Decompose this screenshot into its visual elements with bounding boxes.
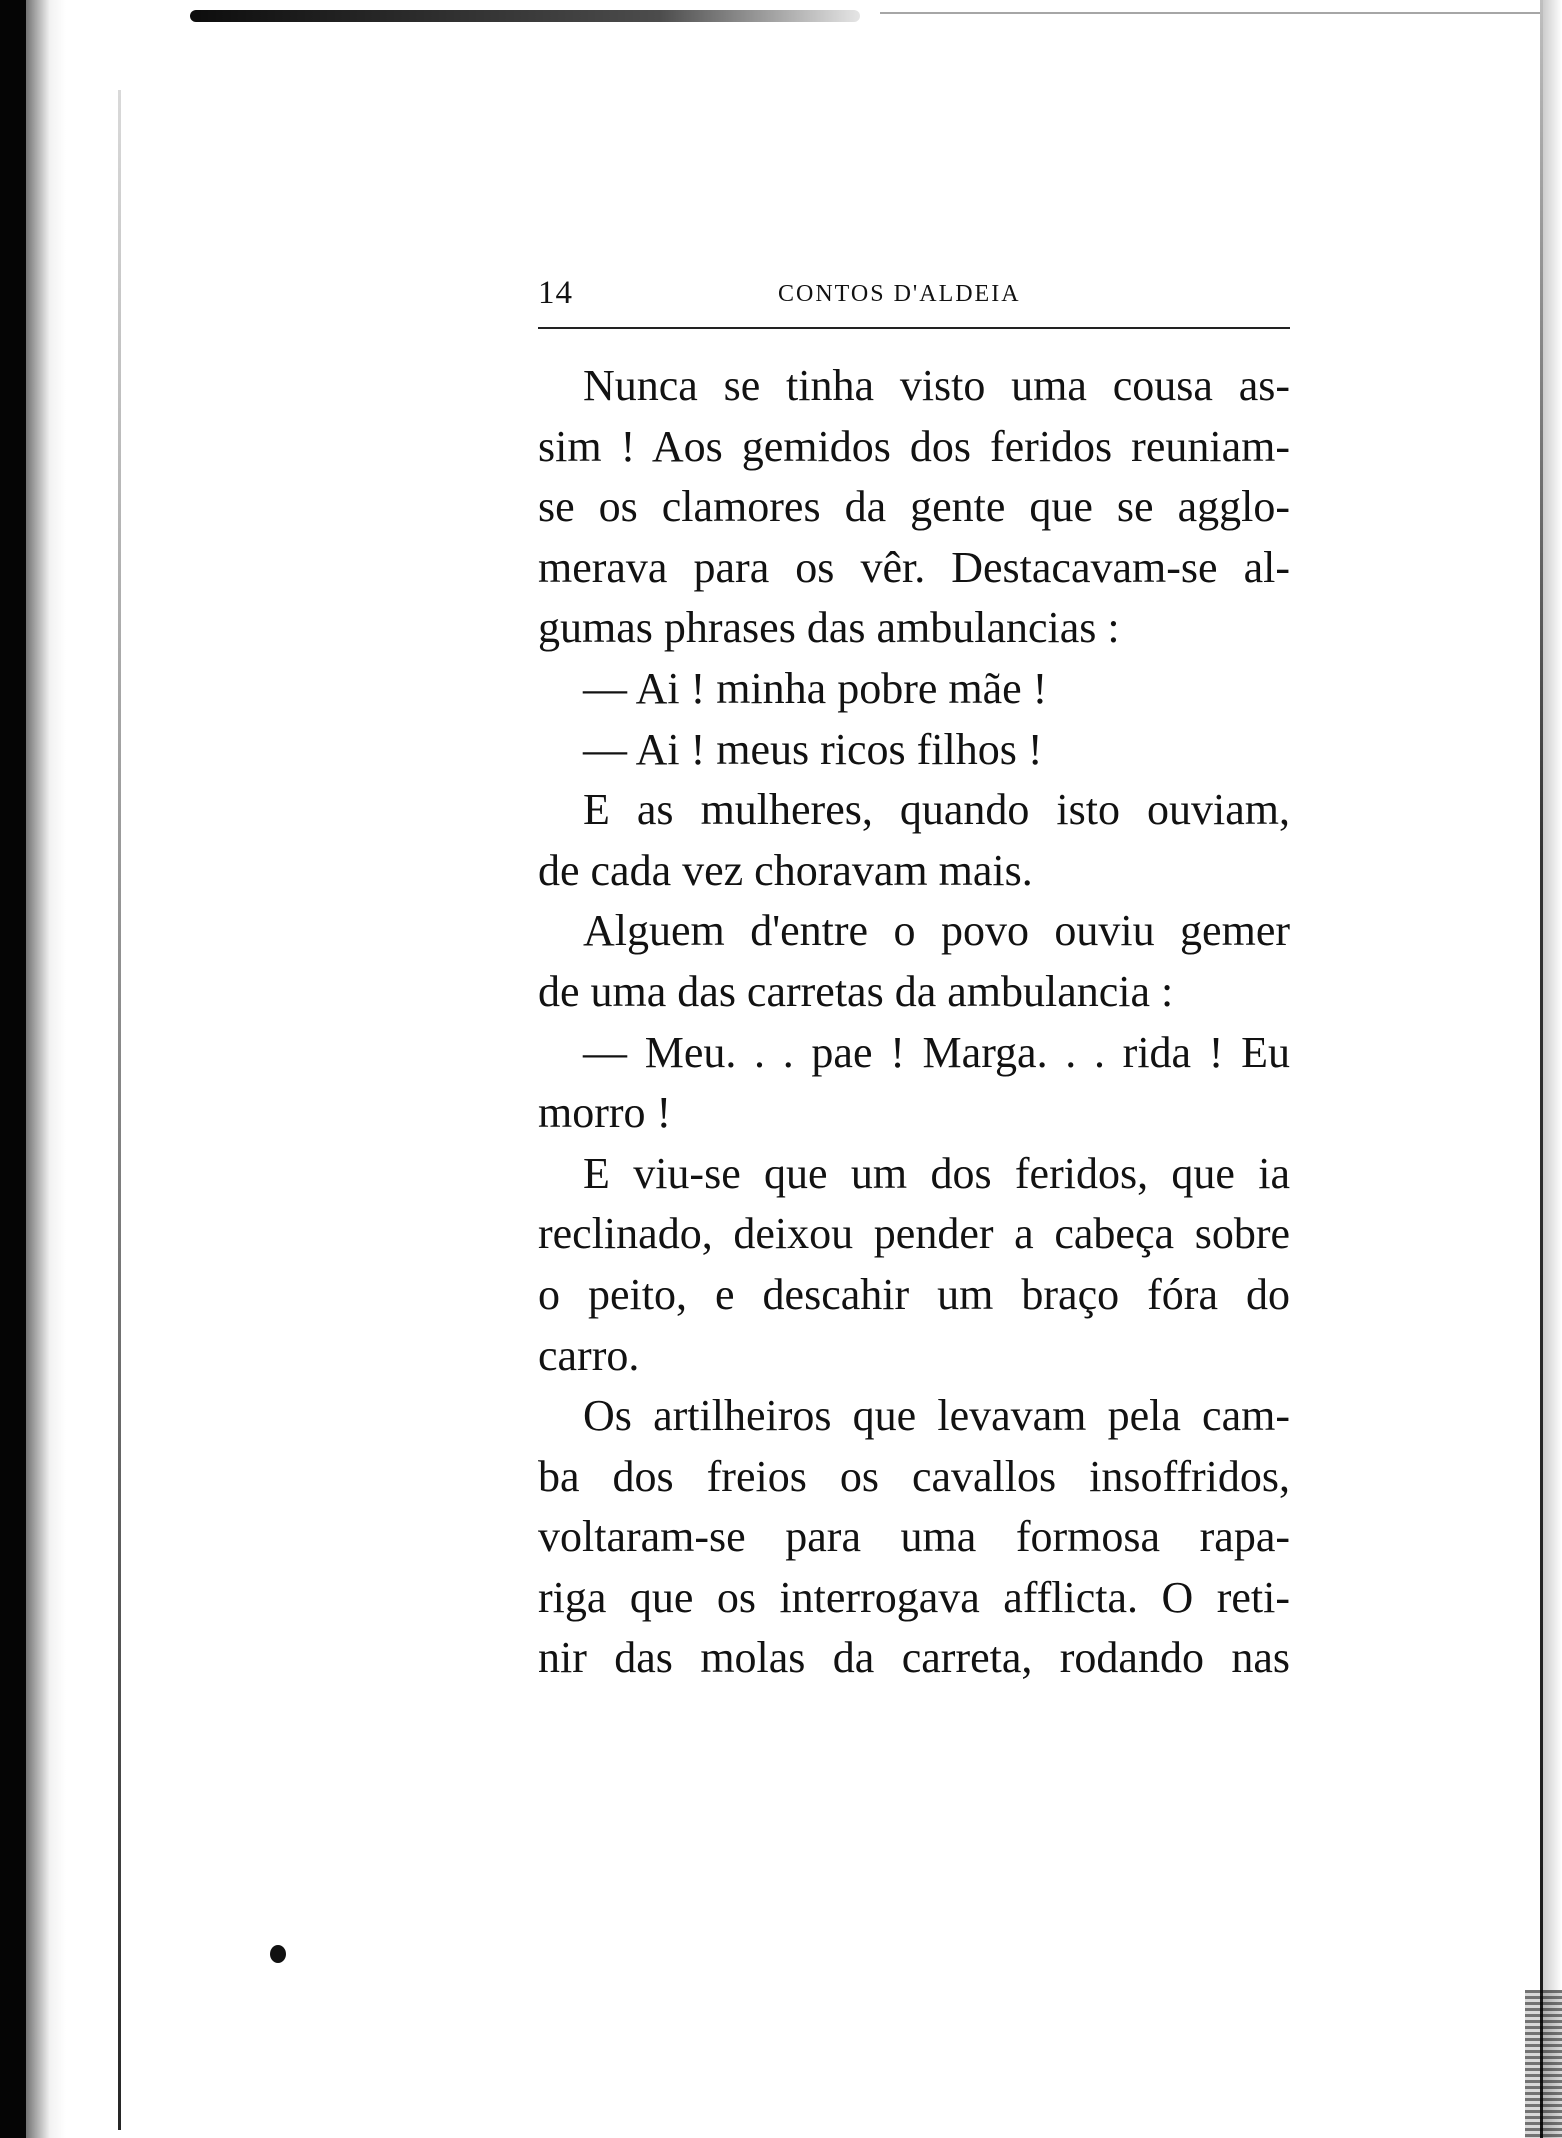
scan-top-smudge <box>190 10 860 22</box>
scan-top-hairline <box>880 12 1540 14</box>
text-line: voltaram-se para uma formosa rapa- <box>538 1512 1290 1562</box>
text-line: Alguem d'entre o povo ouviu gemer <box>583 906 1290 956</box>
page-number: 14 <box>538 275 573 311</box>
scan-gutter-fade <box>26 0 66 2138</box>
running-header <box>538 275 1290 315</box>
scan-right-shadow <box>1543 0 1562 2138</box>
scan-corner-scuff <box>1525 1990 1562 2138</box>
body-text <box>538 356 1290 1689</box>
scan-ink-blot <box>270 1945 286 1963</box>
text-line: morro ! <box>538 1088 672 1138</box>
scan-gutter-shadow <box>0 0 26 2138</box>
header-rule <box>538 327 1290 329</box>
text-line: — Ai ! minha pobre mãe ! <box>583 663 1048 713</box>
text-line: ba dos freios os cavallos insoffridos, <box>538 1451 1290 1501</box>
scan-gutter-line <box>118 90 121 2130</box>
text-line: riga que os interrogava afflicta. O reti- <box>538 1572 1290 1622</box>
text-line: Nunca se tinha visto uma cousa as- <box>583 361 1290 410</box>
text-line: carro. <box>538 1330 640 1380</box>
text-line: nir das molas da carreta, rodando nas <box>538 1633 1290 1683</box>
text-line: de cada vez choravam mais. <box>538 845 1033 895</box>
text-line: merava para os vêr. Destacavam-se al- <box>538 542 1290 592</box>
text-line: — Meu. . . pae ! Marga. . . rida ! Eu <box>583 1027 1290 1077</box>
text-line: sim ! Aos gemidos dos feridos reuniam- <box>538 421 1290 471</box>
text-line: Os artilheiros que levavam pela cam- <box>583 1391 1290 1441</box>
text-line: se os clamores da gente que se agglo- <box>538 482 1290 532</box>
text-line: E viu-se que um dos feridos, que ia <box>583 1148 1290 1198</box>
text-line: de uma das carretas da ambulancia : <box>538 966 1174 1016</box>
text-line: — Ai ! meus ricos filhos ! <box>583 724 1043 774</box>
text-line: reclinado, deixou pender a cabeça sobre <box>538 1209 1290 1259</box>
text-line: E as mulheres, quando isto ouviam, <box>583 785 1290 835</box>
running-title: CONTOS D'ALDEIA <box>778 281 1021 307</box>
text-line: gumas phrases das ambulancias : <box>538 603 1120 653</box>
text-line: o peito, e descahir um braço fóra do <box>538 1269 1290 1319</box>
